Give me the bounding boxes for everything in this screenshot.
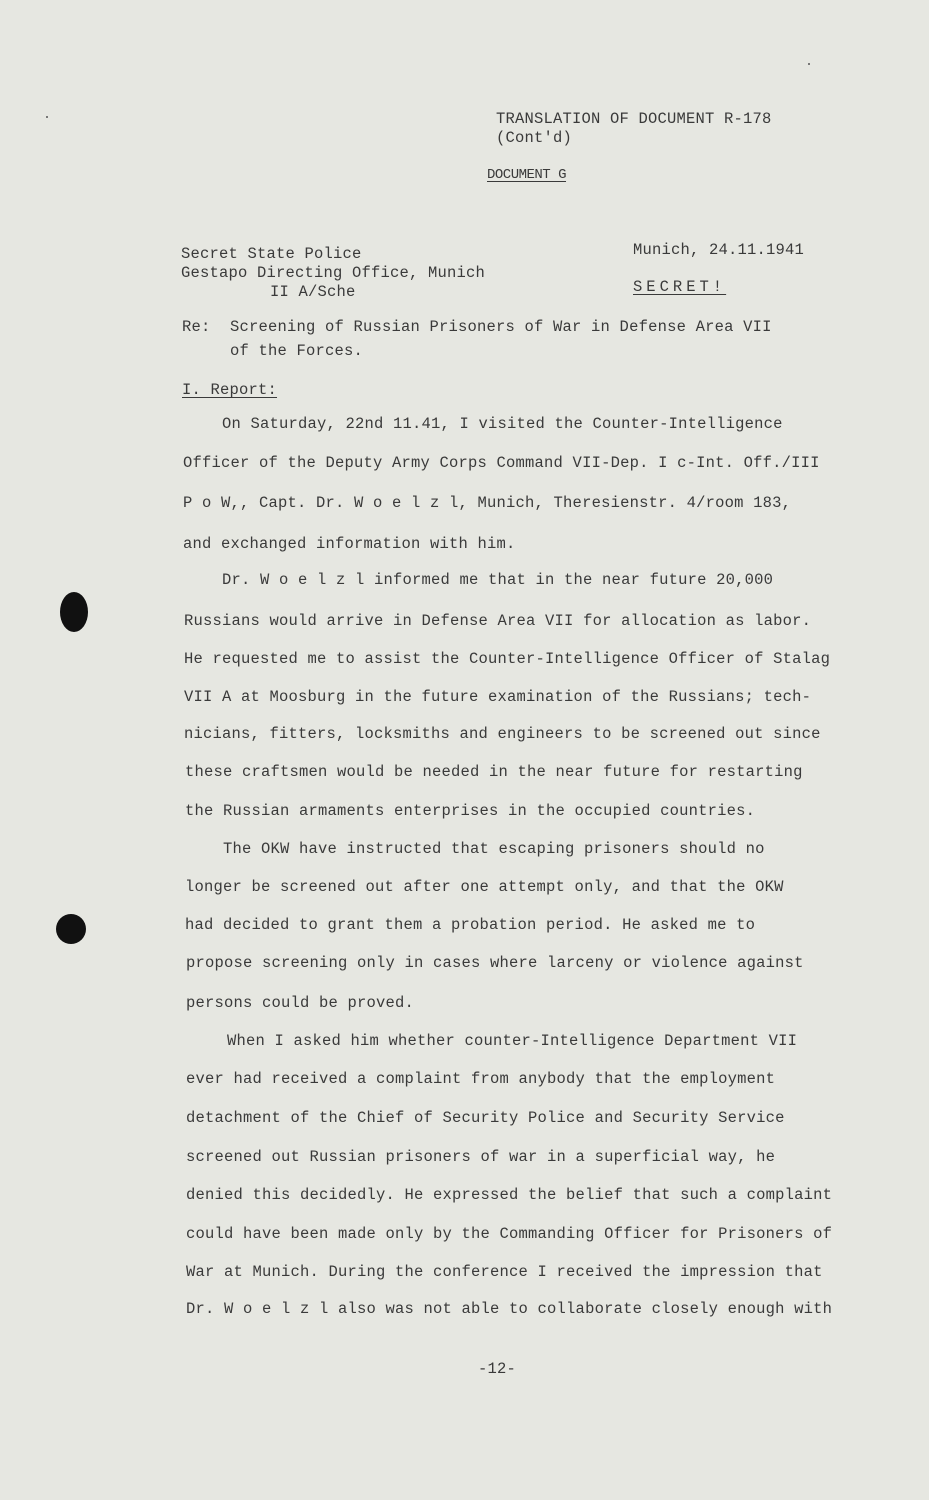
- subject-line-1: Screening of Russian Prisoners of War in Defense Area VII: [230, 318, 772, 336]
- body-line: When I asked him whether counter-Intelligence Department VII: [227, 1032, 798, 1050]
- punch-hole-bottom: [56, 914, 86, 944]
- body-line: these craftsmen would be needed in the near future for restarting: [185, 763, 803, 781]
- body-line: denied this decidedly. He expressed the belief that such a complaint: [186, 1186, 833, 1204]
- translation-continued: (Cont'd): [496, 129, 573, 147]
- body-line: Russians would arrive in Defense Area VII for allocation as labor.: [184, 612, 812, 630]
- body-line: and exchanged information with him.: [183, 535, 516, 553]
- body-line: The OKW have instructed that escaping prisoners should no: [223, 840, 765, 858]
- document-title: DOCUMENT G: [487, 167, 567, 183]
- translation-heading: TRANSLATION OF DOCUMENT R-178: [496, 110, 772, 128]
- body-line: could have been made only by the Commanding Officer for Prisoners of: [186, 1225, 833, 1243]
- body-line: Officer of the Deputy Army Corps Command VII-Dep. I c-Int. Off./III: [183, 454, 820, 472]
- body-line: War at Munich. During the conference I received the impression that: [186, 1263, 823, 1281]
- page-number: -12-: [478, 1360, 517, 1378]
- punch-hole-top: [60, 592, 88, 632]
- body-line: He requested me to assist the Counter-Intelligence Officer of Stalag: [184, 650, 831, 668]
- re-label: Re:: [182, 318, 211, 336]
- body-line: On Saturday, 22nd 11.41, I visited the Counter-Intelligence: [222, 415, 783, 433]
- sender-line-1: Secret State Police: [181, 245, 362, 263]
- body-line: screened out Russian prisoners of war in a superficial way, he: [186, 1148, 776, 1166]
- section-heading: I. Report:: [182, 381, 278, 399]
- body-line: P o W,, Capt. Dr. W o e l z l, Munich, Theresienstr. 4/room 183,: [183, 494, 792, 512]
- document-date: Munich, 24.11.1941: [633, 241, 805, 259]
- body-line: ever had received a complaint from anybody that the employment: [186, 1070, 776, 1088]
- body-line: Dr. W o e l z l informed me that in the near future 20,000: [222, 571, 774, 589]
- body-line: detachment of the Chief of Security Police and Security Service: [186, 1109, 785, 1127]
- body-line: Dr. W o e l z l also was not able to collaborate closely enough with: [186, 1300, 833, 1318]
- sender-line-3: II A/Sche: [270, 283, 356, 301]
- subject-line-2: of the Forces.: [230, 342, 364, 360]
- sender-line-2: Gestapo Directing Office, Munich: [181, 264, 486, 282]
- body-line: nicians, fitters, locksmiths and engineers to be screened out since: [184, 725, 821, 743]
- paper-speck: [808, 63, 810, 65]
- body-line: propose screening only in cases where larceny or violence against: [186, 954, 804, 972]
- paper-speck: [46, 116, 48, 118]
- body-line: had decided to grant them a probation period. He asked me to: [185, 916, 756, 934]
- body-line: the Russian armaments enterprises in the occupied countries.: [185, 802, 756, 820]
- classification-mark: SECRET!: [633, 278, 727, 296]
- body-line: VII A at Moosburg in the future examination of the Russians; tech-: [184, 688, 812, 706]
- body-line: longer be screened out after one attempt only, and that the OKW: [185, 878, 784, 896]
- body-line: persons could be proved.: [186, 994, 415, 1012]
